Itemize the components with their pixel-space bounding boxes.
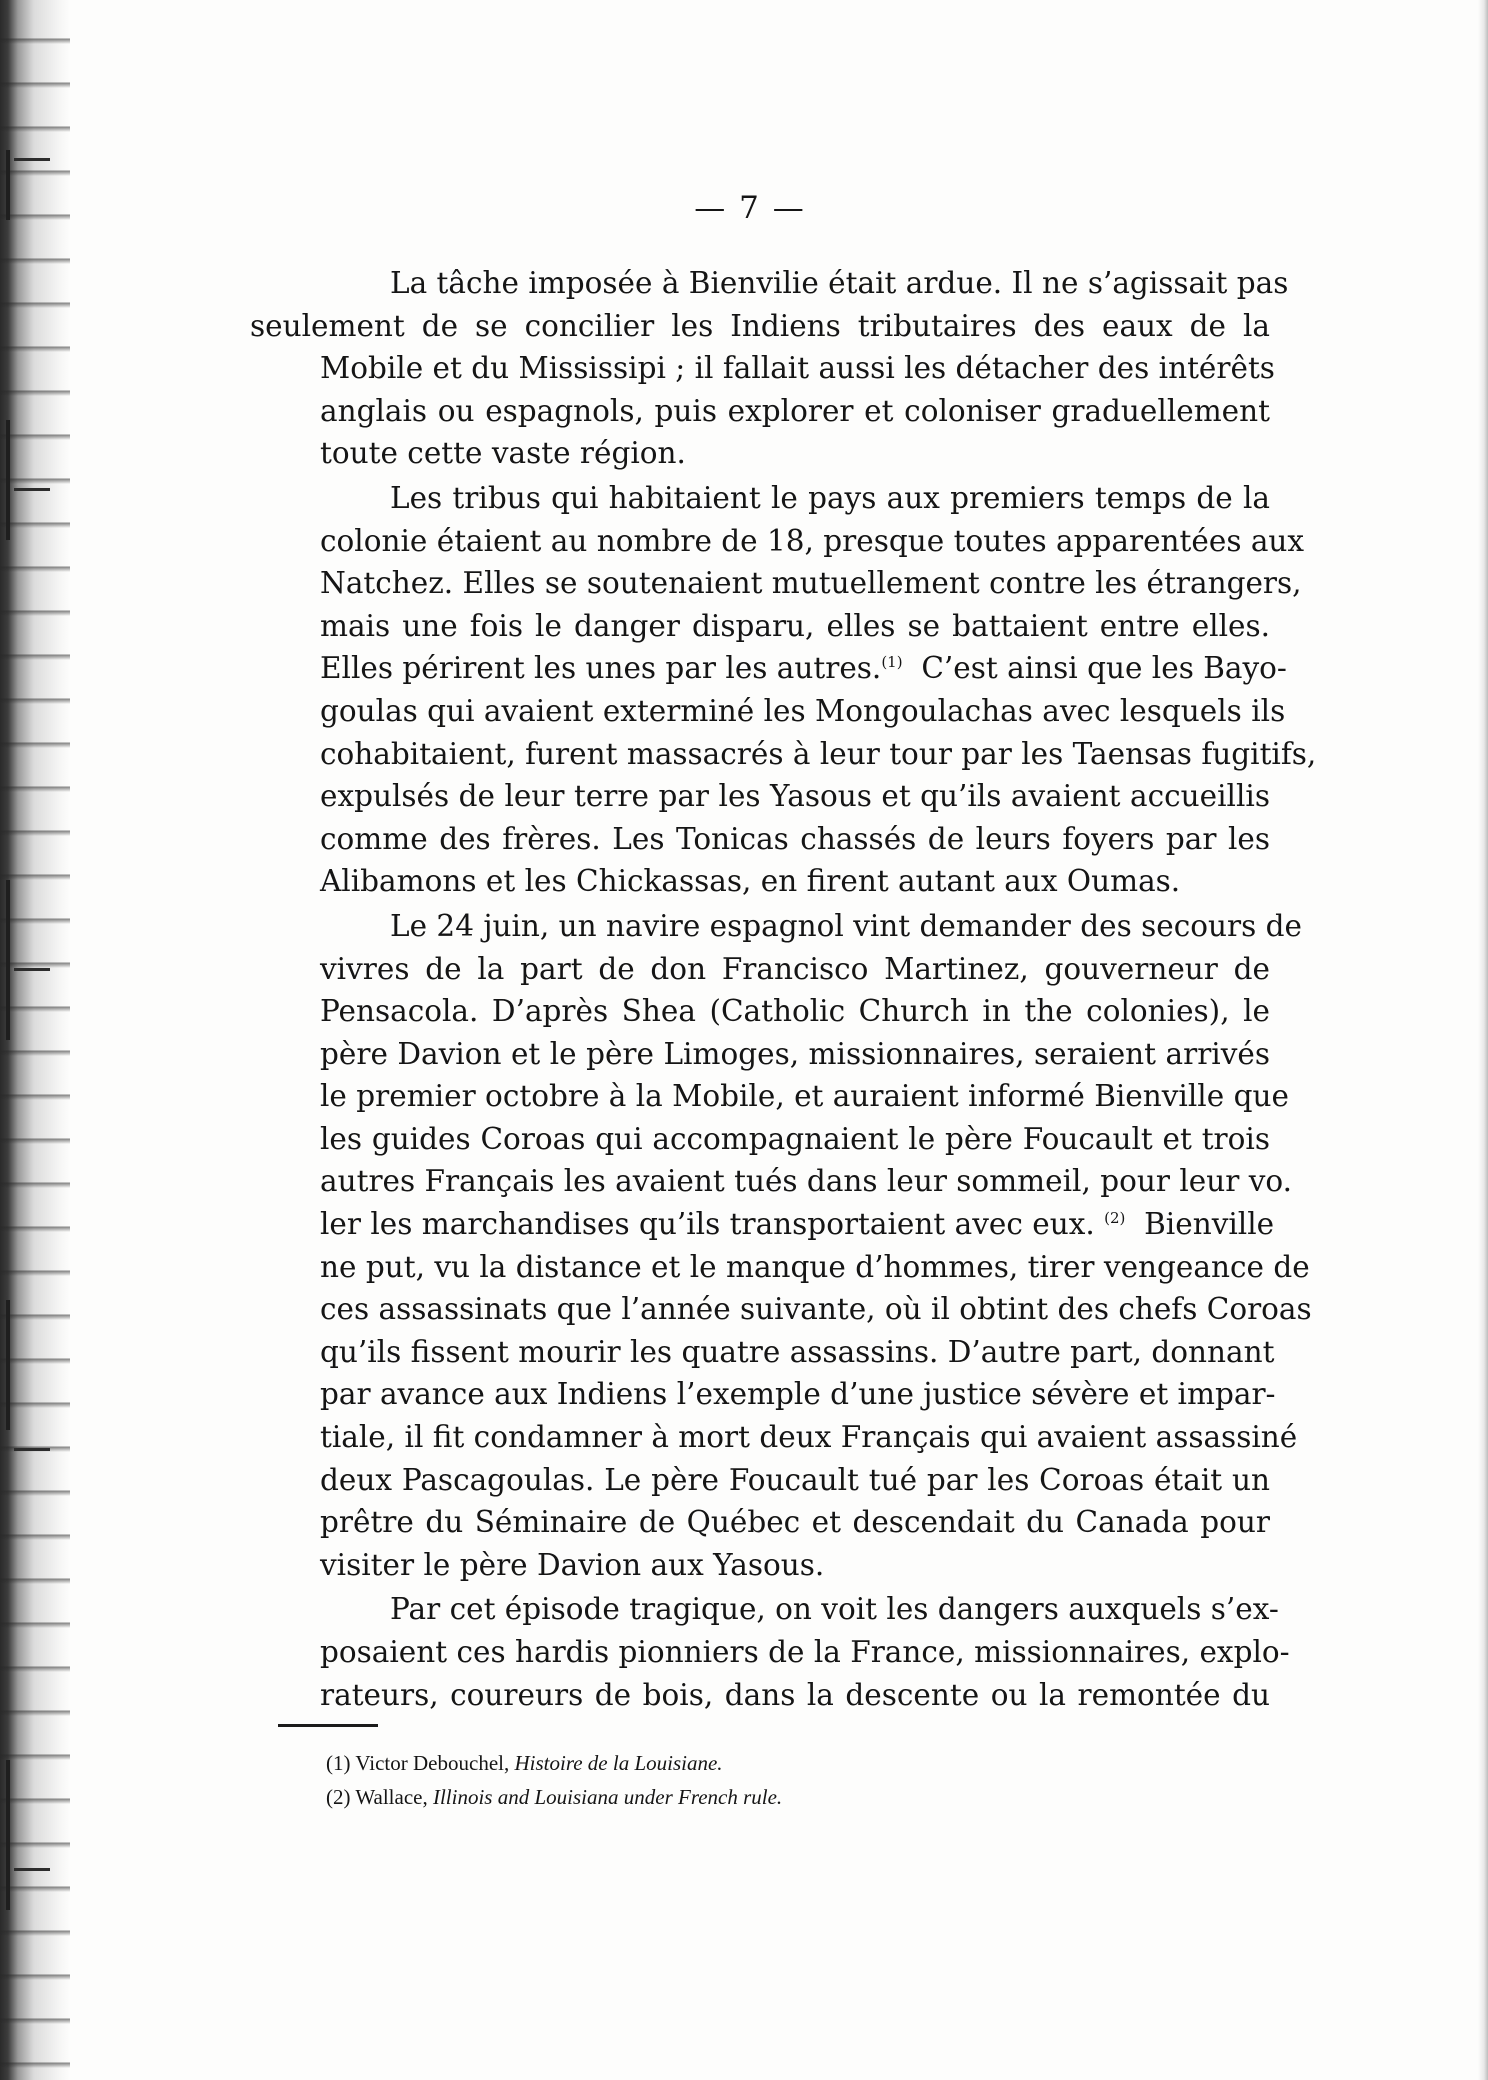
footnote-title: Histoire de la Louisiane. [514, 1751, 723, 1775]
binding-mark [14, 488, 50, 491]
paragraph-3 [250, 905, 1312, 1587]
text-line: père Davion et le père Limoges, missionnaires, seraient arrivés [320, 1036, 1270, 1071]
binding-mark [14, 1448, 50, 1451]
body-text [250, 262, 1317, 1716]
binding-tick [6, 1760, 10, 1910]
text-line: seulement de se concilier les Indiens tributaires des eaux de la [250, 308, 1270, 343]
text-line: deux Pascagoulas. Le père Foucault tué par les Coroas était un [320, 1462, 1270, 1497]
text-line: tiale, il fit condamner à mort deux Français qui avaient assassiné [320, 1420, 1298, 1455]
text-line: visiter le père Davion aux Yasous. [320, 1547, 825, 1582]
text-line: La tâche imposée à Bienvilie était ardue. Il ne s’agissait pas [390, 266, 1289, 300]
binding-tick [6, 1300, 10, 1430]
line-start: Elles périrent les unes par les autres. [320, 651, 882, 686]
text-line: les guides Coroas qui accompagnaient le père Foucault et trois [320, 1121, 1270, 1156]
text-line: autres Français les avaient tués dans leur sommeil, pour leur vo. [320, 1164, 1293, 1199]
text-line: Les tribus qui habitaient le pays aux premiers temps de la [390, 480, 1270, 515]
binding-tick [6, 420, 10, 540]
text-line [250, 1203, 1275, 1246]
line-end: Bienville [1144, 1207, 1275, 1242]
text-line: expulsés de leur terre par les Yasous et qu’ils avaient accueillis [320, 779, 1270, 814]
text-line: ne put, vu la distance et le manque d’hommes, tirer vengeance de [320, 1249, 1310, 1284]
text-line: Alibamons et les Chickassas, en firent autant aux Oumas. [320, 864, 1181, 899]
text-line: Natchez. Elles se soutenaient mutuellement contre les étrangers, [320, 566, 1302, 601]
text-line: toute cette vaste région. [320, 436, 686, 471]
footnote-ref-2: (2) [1104, 1209, 1126, 1228]
paragraph-2 [250, 477, 1317, 903]
footnote-ref-1: (1) [881, 653, 903, 672]
footnote-title: Illinois and Louisiana under French rule. [432, 1785, 783, 1809]
footnote-author: Victor Debouchel, [355, 1751, 510, 1775]
text-line: Pensacola. D’après Shea (Catholic Church in the colonies), le [320, 994, 1270, 1029]
binding-mark [14, 158, 50, 161]
binding-mark [14, 968, 50, 971]
binding-tick [6, 880, 10, 1040]
text-line: par avance aux Indiens l’exemple d’une justice sévère et impar- [320, 1377, 1276, 1412]
line-start: ler les marchandises qu’ils transportaient avec eux. [320, 1207, 1095, 1242]
footnote-2 [326, 1780, 1126, 1814]
text-line: posaient ces hardis pionniers de la France, missionnaires, explo- [320, 1635, 1290, 1669]
text-line: comme des frères. Les Tonicas chassés de leurs foyers par les [320, 821, 1270, 856]
text-line: le premier octobre à la Mobile, et auraient informé Bienville que [320, 1079, 1289, 1114]
text-line: rateurs, coureurs de bois, dans la descente ou la remontée du [320, 1677, 1270, 1712]
text-line: qu’ils fissent mourir les quatre assassins. D’autre part, donnant [320, 1334, 1275, 1369]
binding-mark [14, 1868, 50, 1871]
text-line: Mobile et du Mississipi ; il fallait aussi les détacher des intérêts [320, 351, 1275, 386]
right-page-edge [1478, 0, 1488, 2080]
footnote-author: Wallace, [355, 1785, 428, 1809]
footnote-divider [278, 1724, 378, 1727]
text-line: anglais ou espagnols, puis explorer et coloniser graduellement [320, 393, 1270, 428]
paragraph-1 [250, 262, 1289, 475]
text-line: Le 24 juin, un navire espagnol vint demander des secours de [390, 908, 1302, 943]
paragraph-4 [250, 1588, 1290, 1716]
footnote-marker: (2) [326, 1785, 351, 1809]
text-line: cohabitaient, furent massacrés à leur tour par les Taensas fugitifs, [320, 736, 1317, 771]
text-line: Par cet épisode tragique, on voit les dangers auxquels s’ex- [390, 1592, 1279, 1627]
bound-left-edge [0, 0, 70, 2080]
page-number: — 7 — [694, 190, 806, 226]
footnote-marker: (1) [326, 1751, 351, 1775]
text-line: vivres de la part de don Francisco Martinez, gouverneur de [320, 951, 1270, 986]
text-line [250, 647, 1287, 690]
text-line: ces assassinats que l’année suivante, où il obtint des chefs Coroas [320, 1292, 1312, 1327]
text-line: goulas qui avaient exterminé les Mongoulachas avec lesquels ils [320, 693, 1286, 728]
line-end: C’est ainsi que les Bayo- [921, 651, 1287, 686]
text-line: mais une fois le danger disparu, elles se battaient entre elles. [320, 608, 1270, 643]
text-line: colonie étaient au nombre de 18, presque toutes apparentées aux [320, 523, 1305, 558]
footnotes [326, 1746, 1126, 1814]
text-line: prêtre du Séminaire de Québec et descendait du Canada pour [320, 1505, 1270, 1540]
footnote-1 [326, 1746, 1126, 1780]
